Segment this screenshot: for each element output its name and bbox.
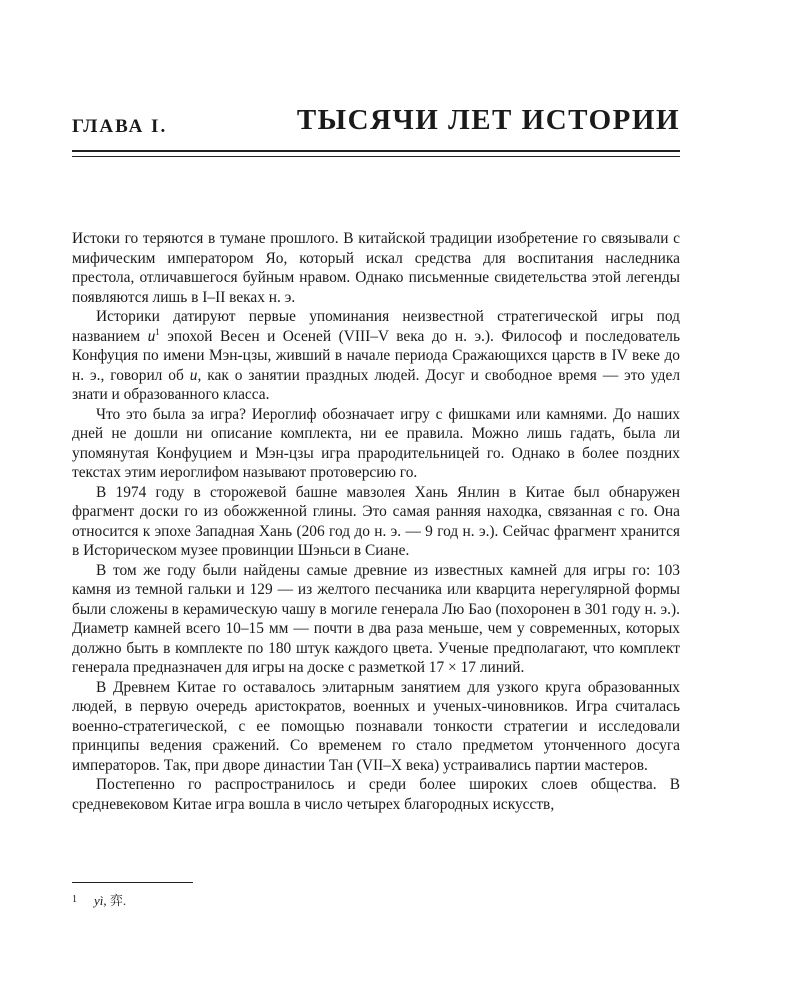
paragraph: Истоки го теряются в тумане прошлого. В китайской традиции изобретение го связывали с мифическим императором Яо, который искал средства для воспитания наследника престола, отличавшегося буйным нравом. Однако письменные свидетельства этой легенды появляются лишь в I–II веках н. э. <box>72 230 680 306</box>
paragraph: Что это была за игра? Иероглиф обозначает игру с фишками или камнями. До наших дней не дошли ни описание комплекта, ни ее правила. Можно лишь гадать, была ли упомянутая Конфуцием и Мэн-цзы игра прародительницей го. Однако в более поздних текстах этим иероглифом называют протоверсию го. <box>72 405 680 481</box>
footnote-reference[interactable]: 1 <box>155 326 160 337</box>
footnote-text: , 弈. <box>103 893 127 908</box>
book-page <box>72 0 680 1000</box>
paragraph: Постепенно го распространилось и среди более широких слоев общества. В средневековом Китае игра вошла в число четырех благородных искусств, <box>72 776 680 813</box>
term-italic: и <box>189 366 198 384</box>
footnote <box>72 890 126 909</box>
paragraph: В том же году были найдены самые древние из известных камней для игры го: 103 камня из темной гальки и 129 — из желтого песчаника или кварцита нерегулярной формы были сложены в керамическую чашу в могиле генерала Лю Бао (похоронен в 301 году н. э.). Диаметр камней всего 10–15 мм — почти в два раза меньше, чем у современных, которых должно быть в комплекте по 180 штук каждого цвета. Ученые предполагают, что комплект генерала предназначен для игры на доске с разметкой 17 × 17 линий. <box>72 561 680 676</box>
paragraph <box>72 307 680 405</box>
footnote-mark: 1 <box>72 894 77 905</box>
paragraph-text: , как о занятии праздных людей. Досуг и свободное время — это удел знати и образованного класса. <box>72 366 680 403</box>
chapter-title: ТЫСЯЧИ ЛЕТ ИСТОРИИ <box>296 104 680 136</box>
paragraph-text: Историки датируют первые упоминания неизвестной стратегической игры под названием <box>72 308 680 345</box>
paragraph: В Древнем Китае го оставалось элитарным занятием для узкого круга образованных людей, в первую очередь аристократов, военных и ученых-чиновников. Игра считалась военно-стратегической, с ее помощью познавали тонкости стратегии и исследовали принципы ведения сражений. Со временем го стало предметом утонченного досуга императоров. Так, при дворе династии Тан (VII–X века) устраивались партии мастеров. <box>72 678 680 774</box>
heading-rule-thick <box>72 150 680 152</box>
body-text <box>72 229 680 814</box>
chapter-heading <box>72 104 680 144</box>
paragraph-text: эпохой Весен и Осеней (VIII–V века до н. э.). Философ и последователь Конфуция по имени Мэн-цзы, живший в начале периода Сражающихся царств в IV веке до н. э., говорил об <box>72 327 680 384</box>
chapter-label: ГЛАВА I. <box>72 116 168 137</box>
footnote-rule <box>72 882 193 883</box>
paragraph: В 1974 году в сторожевой башне мавзолея Хань Янлин в Китае был обнаружен фрагмент доски го из обожженной глины. Это самая ранняя находка, связанная с го. Она относится к эпохе Западная Хань (206 год до н. э. — 9 год н. э.). Сейчас фрагмент хранится в Историческом музее провинции Шэньси в Сиане. <box>72 483 680 559</box>
footnote-term: yì <box>94 893 104 908</box>
term-italic: и <box>147 327 156 345</box>
heading-rule-thin <box>72 156 680 157</box>
